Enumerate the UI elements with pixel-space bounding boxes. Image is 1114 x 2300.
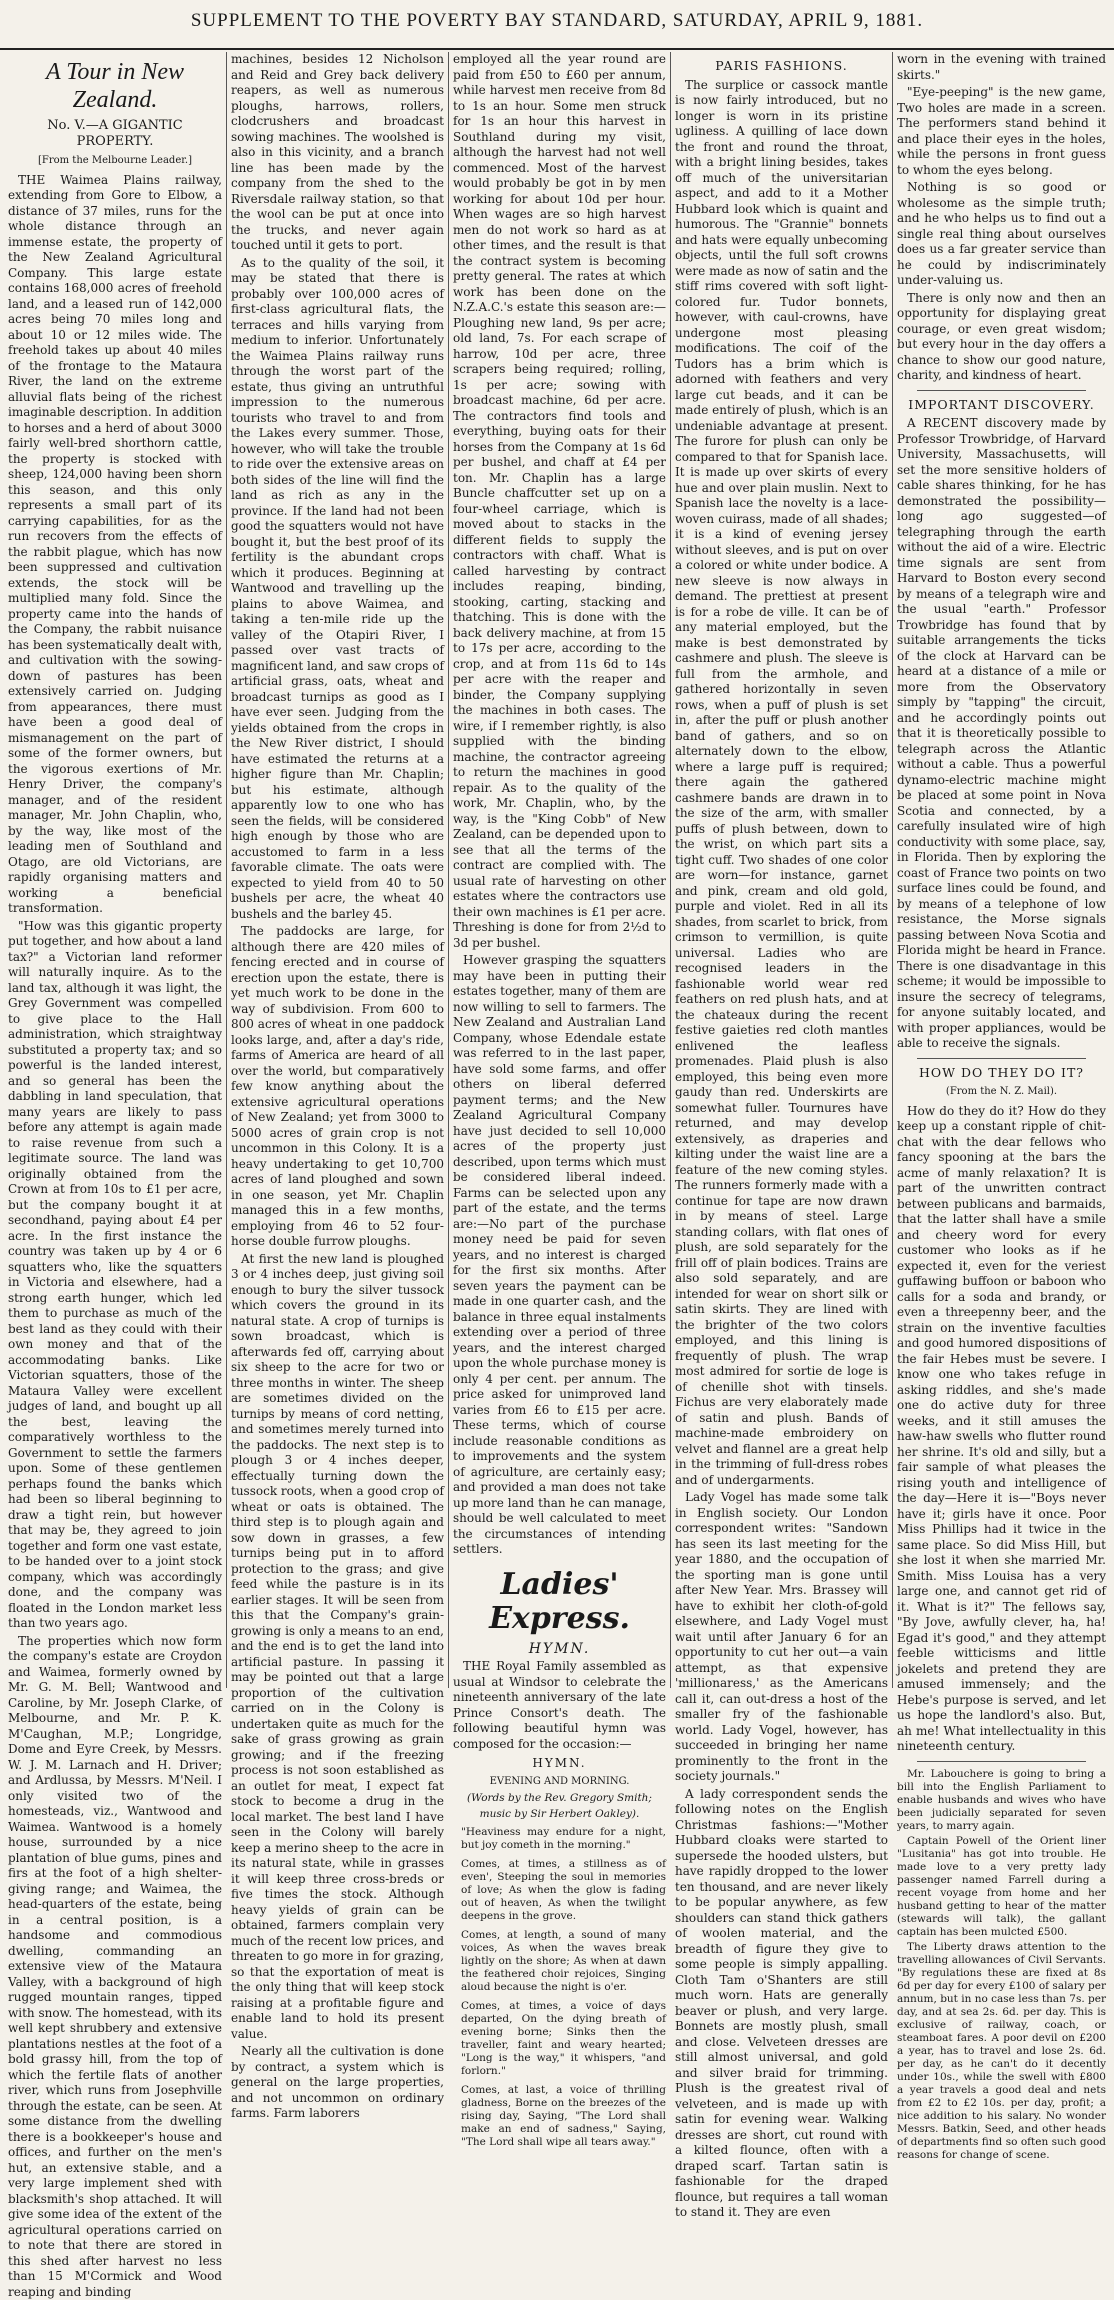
hymn-verse: Comes, at length, a sound of many voices, As when the waves break lightly on the shore; As when at dawn the feathered choir rejoices, Singing aloud because the night is o'er.: [453, 1929, 666, 1994]
news-note: The Liberty draws attention to the travelling allowances of Civil Servants. "By regulations these are fixed at 8s 6d per day for every £100 of salary per annum, but in no case less than 7s. per day, and at sea 2s. 6d. per day. This is exclusive of railway, coach, or steamboat fares. A poor devil on £200 a year, has to travel and lose 2s. 6d. per day, as he can't do it decently under 10s., while the swell with £800 a year travels a good deal and nets from £2 to £2 10s. per day, profit; a nice addition to his salary. No wonder Messrs. Batkin, Seed, and other heads of departments find so often such good reasons for change of scene.: [897, 1941, 1106, 2162]
ladies-express-title: Ladies' Express.: [453, 1568, 666, 1636]
tour-paragraph: Nearly all the cultivation is done by contract, a system which is general on the large properties, and not uncommon on ordinary farms. Farm laborers: [231, 2044, 444, 2122]
tour-source: [From the Melbourne Leader.]: [8, 153, 222, 169]
hymn-verse: Comes, at times, a voice of days departed, On the dying breath of evening borne; Sinks then the traveller, faint and weary hearted; "Long is the way," it whispers, "and forlorn.": [453, 2000, 666, 2078]
tour-paragraph: As to the quality of the soil, it may be stated that there is probably over 100,000 acres of first-class agricultural flats, the terraces and hills varying from medium to inferior. Unfortunately the Waimea Plains railway runs through the worst part of the estate, thus giving an untruthful impression to the numerous tourists who travel to and from the Lakes every summer. Those, however, who will take the trouble to ride over the extensive areas on both sides of the line will find the land as rich as any in the province. If the land had not been good the squatters would not have bought it, but the best proof of its fertility is the abundant crops which it produces. Beginning at Wantwood and travelling up the plains to above Waimea, and taking a ten-mile ride up the valley of the Otapiri River, I passed over vast tracts of magnificent land, and saw crops of artificial grass, oats, wheat and broadcast turnips as good as I have ever seen. Judging from the yields obtained from the crops in the New River district, I should have estimated the returns at a higher figure than Mr. Chaplin; but his estimate, although apparently low to one who has seen the fields, will be considered high enough by those who are accustomed to farm in a less favorable climate. The oats were expected to yield from 40 to 50 bushels per acre, the wheat 40 bushels and the barley 45.: [231, 256, 444, 923]
news-note: Mr. Labouchere is going to bring a bill into the English Parliament to enable husbands and wives who have been judicially separated for seven years, to marry again.: [897, 1768, 1106, 1833]
divider: [917, 1761, 1086, 1762]
news-note: Captain Powell of the Orient liner "Lusitania" has got into trouble. He made love to a very pretty lady passenger named Farrell during a recent voyage from home and her husband getting to hear of the matter (stewards will talk), the gallant captain has been mulcted £500.: [897, 1835, 1106, 1939]
tour-paragraph: At first the new land is ploughed 3 or 4 inches deep, just giving soil enough to bury the silver tussock which covers the ground in its natural state. A crop of turnips is sown broadcast, which is afterwards fed off, carrying about six sheep to the acre for two or three months in winter. The sheep are sometimes divided on the turnips by means of cord netting, and sometimes merely turned into the paddocks. The next step is to plough 3 or 4 inches deeper, effectually turning down the tussock roots, when a good crop of wheat or oats is obtained. The third step is to plough again and sow down in grasses, a few turnips being put in to afford protection to the grass; and give feed while the pasture is in its earlier stages. It will be seen from this that the Company's grain-growing is only a means to an end, and the end is to get the land into artificial pasture. In passing it may be pointed out that a large proportion of the cultivation carried on in the Colony is undertaken quite as much for the sake of grass growing as grain growing; and if the freezing process is not soon established as an outlet for meat, I expect fat stock to become a drug in the local market. The best land I have seen in the Colony will barely keep a merino sheep to the acre in its natural state, while in grasses it will keep three cross-breds or five times the stock. Although heavy yields of grain can be obtained, farmers complain very much of the recent low prices, and threaten to go more in for grazing, so that the exportation of meat is the only thing that will keep stock raising at a profitable figure and enable land to hold its present value.: [231, 1252, 444, 2043]
how-do-they-paragraph: How do they do it? How do they keep up a constant ripple of chit-chat with the dear fellows who fancy spooning at the bars the acme of manly relaxation? It is part of the unwritten contract between publicans and barmaids, that the latter shall have a smile and cheery word for every customer who looks as if he expected it, even for the veriest guffawing buffoon or baboon who calls for a soda and brandy, or even a threepenny beer, and the strain on the inventive faculties and good humored dispositions of the fair Hebes must be severe. I know one who takes refuge in asking riddles, and she's made one do active duty for three weeks, and it still amuses the haw-haw swells who flutter round her shrine. It's old and silly, but a fair sample of what pleases the rising youth and intelligence of the day—Here it is—"Boys never have it; girls have it once. Poor Miss Phillips had it twice in the same place. So did Miss Hill, but she lost it when she married Mr. Smith. Miss Louisa has a very large one, and cannot get rid of it. What is it?" The fellows say, "By Jove, awfully clever, ha, ha! Egad it's good," and they attempt feeble witticisms and little jokelets and pretend they are amused immensely; and the Hebe's purpose is served, and let us hope the landlord's also. But, ah me! What intellectuality in this nineteenth century.: [897, 1104, 1106, 1755]
fashion-paragraph: Lady Vogel has made some talk in English society. Our London correspondent writes: "Sandown has seen its last meeting for the year 1880, and the occupation of the sporting man is gone until after New Year. Mrs. Brassey will have to exhibit her cloth-of-gold elsewhere, and Lady Vogel must wait until after January 6 for an opportunity to cut her out—a vain attempt, as that expensive 'millionaress,' as the Americans call it, can out-dress a host of the smaller fry of the fashionable world. Lady Vogel, however, has succeeded in bringing her name prominently to the front in the society journals.": [675, 1490, 888, 1785]
hymn-verse: Comes, at last, a voice of thrilling gladness, Borne on the breezes of the rising day, Saying, "The Lord shall make an end of sadness," Saying, "The Lord shall wipe all tears away.": [453, 2084, 666, 2149]
column-4: [670, 52, 892, 1688]
tour-paragraph: The paddocks are large, for although there are 420 miles of fencing erected and in course of erection upon the estate, there is yet much work to be done in the way of subdivision. From 600 to 800 acres of wheat in one paddock looks large, and, after a day's ride, farms of America are heard of all over the world, but comparatively few know anything about the extensive agricultural operations of New Zealand; yet from 3000 to 5000 acres of grain crop is not uncommon in this Colony. It is a heavy undertaking to get 10,700 acres of land ploughed and sown in one season, yet Mr. Chaplin managed this in a few months, employing from 46 to 52 four-horse double furrow ploughs.: [231, 924, 444, 1250]
tour-paragraph: However grasping the squatters may have been in putting their estates together, many of them are now willing to sell to farmers. The New Zealand and Australian Land Company, whose Edendale estate was referred to in the last paper, have sold some farms, and offer others on liberal deferred payment terms; and the New Zealand Agricultural Company have just decided to sell 10,000 acres of the property just described, upon terms which must be considered liberal indeed. Farms can be selected upon any part of the estate, and the terms are:—No part of the purchase money need be paid for seven years, and no interest is charged for the first six months. After seven years the payment can be made in one quarter cash, and the balance in three equal instalments extending over a period of three years, and the interest charged upon the whole purchase money is only 4 per cent. per annum. The price asked for unimproved land varies from £6 to £15 per acre. These terms, which of course include reasonable conditions as to improvements and the system of agriculture, are certainly easy; and provided a man does not take up more land than he can manage, should be well calculated to meet the circumstances of intending settlers.: [453, 953, 666, 1558]
hymn-intro: THE Royal Family assembled as usual at Windsor to celebrate the nineteenth anniversary of the late Prince Consort's death. The following beautiful hymn was composed for the occasion:—: [453, 1659, 666, 1752]
discovery-paragraph: A RECENT discovery made by Professor Trowbridge, of Harvard University, Massachusetts, will set the more sensitive holders of cable shares thinking, for he has demonstrated the possibility—long ago suggested—of telegraphing through the earth without the aid of a wire. Electric time signals are sent from Harvard to Boston every second by means of a telegraph wire and the usual "earth." Professor Trowbridge has found that by suitable arrangements the ticks of the clock at Harvard can be heard at a distance of a mile or more from the Observatory simply by "tapping" the circuit, and he accordingly points out that it is theoretically possible to telegraph across the Atlantic without a cable. Thus a powerful dynamo-electric machine might be placed at some point in Nova Scotia and connected, by a carefully insulated wire of high conductivity with some place, say, in Florida. Then by exploring the coast of France two points on two surface lines could be found, and by means of a telephone of low resistance, the Morse signals passing between Nova Scotia and Florida might be heard in France. There is one disadvantage in this scheme; it would be impossible to insure the secrecy of telegrams, for anyone suitably located, and with proper appliances, would be able to receive the signals.: [897, 416, 1106, 1052]
how-do-they-heading: HOW DO THEY DO IT?: [897, 1065, 1106, 1081]
divider: [917, 390, 1086, 391]
discovery-heading: IMPORTANT DISCOVERY.: [897, 397, 1106, 413]
column-1: [4, 52, 226, 1688]
fashion-paragraph: "Eye-peeping" is the new game, Two holes are made in a screen. The performers stand behind it and place their eyes in the holes, while the persons in front guess to whom the eyes belong.: [897, 85, 1106, 178]
tour-title: A Tour in New Zealand.: [8, 58, 222, 114]
tour-paragraph: employed all the year round are paid from £50 to £60 per annum, while harvest men receive from 8d to 1s an hour. Some men struck for 1s an hour this harvest in Southland during my visit, although the harvest had not well commenced. Most of the harvest would probably be got in by men working for about 10d per hour. When wages are so high harvest men do not work so hard as at other times, and the result is that the contract system is becoming pretty general. The rates at which work has been done on the N.Z.A.C.'s estate this season are:—Ploughing new land, 9s per acre; old land, 7s. For each scrape of harrow, 10d per acre, three scrapers being required; rolling, 1s per acre; sowing with broadcast machine, 6d per acre. The contractors find tools and everything, buying oats for their horses from the Company at 1s 6d per bushel, and chaff at £4 per ton. Mr. Chaplin has a large Buncle chaffcutter set up on a four-wheel carriage, which is moved about to stacks in the different fields to supply the contractors with chaff. What is called harvesting by contract includes reaping, binding, stooking, carting, stacking and thatching. This is done with the back delivery machine, at from 15 to 17s per acre, according to the crop, and at from 11s 6d to 14s per acre with the reaper and binder, the Company supplying the machines in both cases. The wire, if I remember rightly, is also supplied with the binding machine, the contractor agreeing to return the machines in good repair. As to the quality of the work, Mr. Chaplin, who, by the way, is the "King Cobb" of New Zealand, can be depended upon to see that all the terms of the contract are complied with. The usual rate of harvesting on other estates where the contractors use their own machines is £1 per acre. Threshing is done for from 2½d to 3d per bushel.: [453, 52, 666, 951]
fashion-paragraph: The surplice or cassock mantle is now fairly introduced, but no longer is worn in its pristine ugliness. A quilling of lace down the front and round the throat, with a bright lining besides, takes off much of the universitarian aspect, and add to it a Mother Hubbard look which is quaint and humorous. The "Grannie" bonnets and hats were equally unbecoming objects, until the full soft crowns were made as now of satin and the stiff rims covered with soft light-colored fur. Tudor bonnets, however, with caul-crowns, have undergone most pleasing modifications. The coif of the Tudors has a brim which is adorned with feathers and very large cut beads, and it can be made entirely of plush, which is an undeniable advantage at present. The furore for plush can only be compared to that for Spanish lace. It is made up over skirts of every hue and over plain muslin. Next to Spanish lace the novelty is a lace-woven cuirass, made of all shades; it is a kind of evening jersey without sleeves, and is put on over a colored or white under bodice. A new sleeve is now always in demand. The prettiest at present is for a robe de ville. It can be of any material employed, but the make is best demonstrated by cashmere and plush. The sleeve is full from the armhole, and gathered horizontally in seven rows, when a puff of plush is set in, after the puff or plush another band of gathers, and so on alternately down to the elbow, where a large puff is required; there again the gathered cashmere bands are drawn in to the size of the arm, with smaller puffs of plush between, down to the wrist, on which part sits a tight cuff. Two shades of one color are worn—for instance, garnet and pink, cream and old gold, purple and violet. Red in all its shades, from scarlet to brick, from crimson to vermillion, is quite universal. Ladies who are recognised leaders in the fashionable world wear red feathers on red plush hats, and at the chateaux during the recent festive gaieties red cloth mantles enlivened the leafless promenades. Plaid plush is also employed, this being even more gaudy than red. Underskirts are somewhat fuller. Tournures have returned, and may develop extensively, as draperies and kilting under the waist line are a feature of the new coming styles. The runners formerly made with a continue for tape are now drawn in by means of steel. Large standing collars, with flat ones of plush, are sold separately for the frill off of plain bodices. Trains are also sold separately, and are intended for wear on short silk or satin skirts. They are lined with the brighter of the two colors employed, and this lining is frequently of plush. The wrap most admired for sortie de loge is of chenille shot with tinsels. Fichus are very elaborately made of satin and plush. Bands of machine-made embroidery on velvet and flannel are a great help in the trimming of full-dress robes and of undergarments.: [675, 78, 888, 1489]
column-5: [892, 52, 1110, 1688]
masthead: [0, 0, 1114, 50]
hymn-subtitle: EVENING AND MORNING.: [453, 1774, 666, 1790]
fashion-paragraph: There is only now and then an opportunity for displaying great courage, or even great wisdom; but every hour in the day offers a chance to show our good nature, charity, and kindness of heart.: [897, 291, 1106, 384]
hymn-verse: "Heaviness may endure for a night, but joy cometh in the morning.": [453, 1826, 666, 1852]
columns: [4, 52, 1110, 1688]
tour-paragraph: The properties which now form the company's estate are Croydon and Waimea, formerly owned by Mr. G. M. Bell; Wantwood and Caroline, by Mr. Joseph Clarke, of Melbourne, and Mr. P. K. M'Caughan, M.P.; Longridge, Dome and Eyre Creek, by Messrs. W. J. M. Larnach and H. Driver; and Ardlussa, by Messrs. M'Neil. I only visited two of the homesteads, viz., Wantwood and Waimea. Wantwood is a homely house, surrounded by a nice plantation of blue gums, pines and firs at the foot of a high shelter-giving range; and Waimea, the head-quarters of the estate, being in a central position, is a handsome and commodious dwelling, commanding an extensive view of the Mataura Valley, with a background of high rugged mountain ranges, tipped with snow. The homestead, with its well kept shrubbery and extensive plantations nestles at the foot of a bold grassy hill, from the top of which the fertile flats of another river, which runs from Josephville through the estate, can be seen. At some distance from the dwelling there is a bookkeeper's house and offices, and further on the men's hut, an extensive stable, and a very large implement shed with blacksmith's shop attached. It will give some idea of the extent of the agricultural operations carried on to note that there are stored in this shed after harvest no less than 15 M'Cormick and Wood reaping and binding: [8, 1634, 222, 2300]
hymn-heading: HYMN.: [453, 1642, 666, 1658]
column-2: [226, 52, 448, 1688]
newspaper-header: SUPPLEMENT TO THE POVERTY BAY STANDARD, SATURDAY, APRIL 9, 1881.: [191, 10, 923, 32]
fashion-paragraph: Nothing is so good or wholesome as the simple truth; and he who helps us to find out a single real thing about ourselves does us a far greater service than he could by indiscriminately under-valuing us.: [897, 180, 1106, 289]
fashion-paragraph: worn in the evening with trained skirts.": [897, 52, 1106, 83]
tour-paragraph: "How was this gigantic property put together, and how about a land tax?" a Victorian land reformer will naturally inquire. As to the land tax, although it was light, the Grey Government was compelled to give place to the Hall administration, which straightway substituted a property tax; and so powerful is the landed interest, and so general has been the dabbling in land speculation, that many years are likely to pass before any attempt is again made to raise revenue from such a legitimate source. The land was originally obtained from the Crown at from 10s to £1 per acre, but the company bought it at secondhand, paying about £4 per acre. In the first instance the country was taken up by 4 or 6 squatters who, like the squatters in Victoria and elsewhere, had a strong earth hunger, which led them to purchase as much of the best land as they could with their own money and that of the accommodating banks. Like Victorian squatters, those of the Mataura Valley were excellent judges of land, and bought up all the best, leaving the comparatively worthless to the Government to settle the farmers upon. Some of these gentlemen perhaps found the banks which had been so liberal beginning to draw a tight rein, but however that may be, they agreed to join together and form one vast estate, to be handed over to a joint stock company, which was accordingly done, and the company was floated in the London market less than two years ago.: [8, 919, 222, 1632]
how-do-they-source: (From the N. Z. Mail).: [897, 1084, 1106, 1100]
hymn-title: HYMN.: [453, 1756, 666, 1772]
fashion-paragraph: A lady correspondent sends the following notes on the English Christmas fashions:—"Mother Hubbard cloaks were started to supersede the hooded ulsters, but have rapidly dropped to the lower ten thousand, and are never likely to be popular anywhere, as few shoulders can stand thick gathers of woolen material, and the breadth of figure they give to some people is simply appalling. Cloth Tam o'Shanters are still much worn. Hats are generally beaver or plush, and very large. Bonnets are mostly plush, small and close. Velveteen dresses are still almost universal, and gold and silver braid for trimming. Plush is the greatest rival of velveteen, and is made up with satin for evening wear. Walking dresses are short, cut round with a kilted flounce, often with a draped scarf. Tartan satin is fashionable for the draped flounce, but requires a tall woman to stand it. They are even: [675, 1787, 888, 2221]
column-3: [448, 52, 670, 1688]
paris-fashions-heading: PARIS FASHIONS.: [675, 58, 888, 74]
divider: [917, 1058, 1086, 1059]
hymn-verse: Comes, at times, a stillness as of even', Steeping the soul in memories of love; As when the glow is fading out of heaven, As when the twilight deepens in the grove.: [453, 1858, 666, 1923]
hymn-credits: (Words by the Rev. Gregory Smith; music by Sir Herbert Oakley).: [453, 1791, 666, 1822]
tour-paragraph: THE Waimea Plains railway, extending from Gore to Elbow, a distance of 37 miles, runs for the whole distance through an immense estate, the property of the New Zealand Agricultural Company. This large estate contains 168,000 acres of freehold land, and a leased run of 142,000 acres being 70 miles long and about 10 or 12 miles wide. The freehold takes up about 40 miles of the frontage to the Mataura River, the land on the extreme alluvial flats being of the richest imaginable description. In addition to horses and a herd of about 3000 fairly well-bred shorthorn cattle, the property is stocked with sheep, 124,000 having been shorn this season, and this only represents a small part of its carrying capabilities, for as the run recovers from the effects of the rabbit plague, which has now been suppressed and cultivation extends, the stock will be multiplied many fold. Since the property came into the hands of the Company, the rabbit nuisance has been systematically dealt with, and cultivation with the sowing-down of pastures has been extensively carried on. Judging from appearances, there must have been a good deal of mismanagement on the part of some of the former owners, but the vigorous exertions of Mr. Henry Driver, the company's manager, and of the resident manager, Mr. John Chaplin, who, by the way, like most of the leading men of Southland and Otago, are old Victorians, are rapidly organising matters and working a beneficial transformation.: [8, 173, 222, 917]
tour-subtitle: No. V.—A GIGANTIC PROPERTY.: [8, 118, 222, 149]
tour-paragraph: machines, besides 12 Nicholson and Reid and Grey back delivery reapers, as well as numerous ploughs, harrows, rollers, clodcrushers and broadcast sowing machines. The woolshed is also in this vicinity, and a branch line has been made by the company from the shed to the Riversdale railway station, so that the wool can be put at once into the trucks, and never again touched until it gets to port.: [231, 52, 444, 254]
